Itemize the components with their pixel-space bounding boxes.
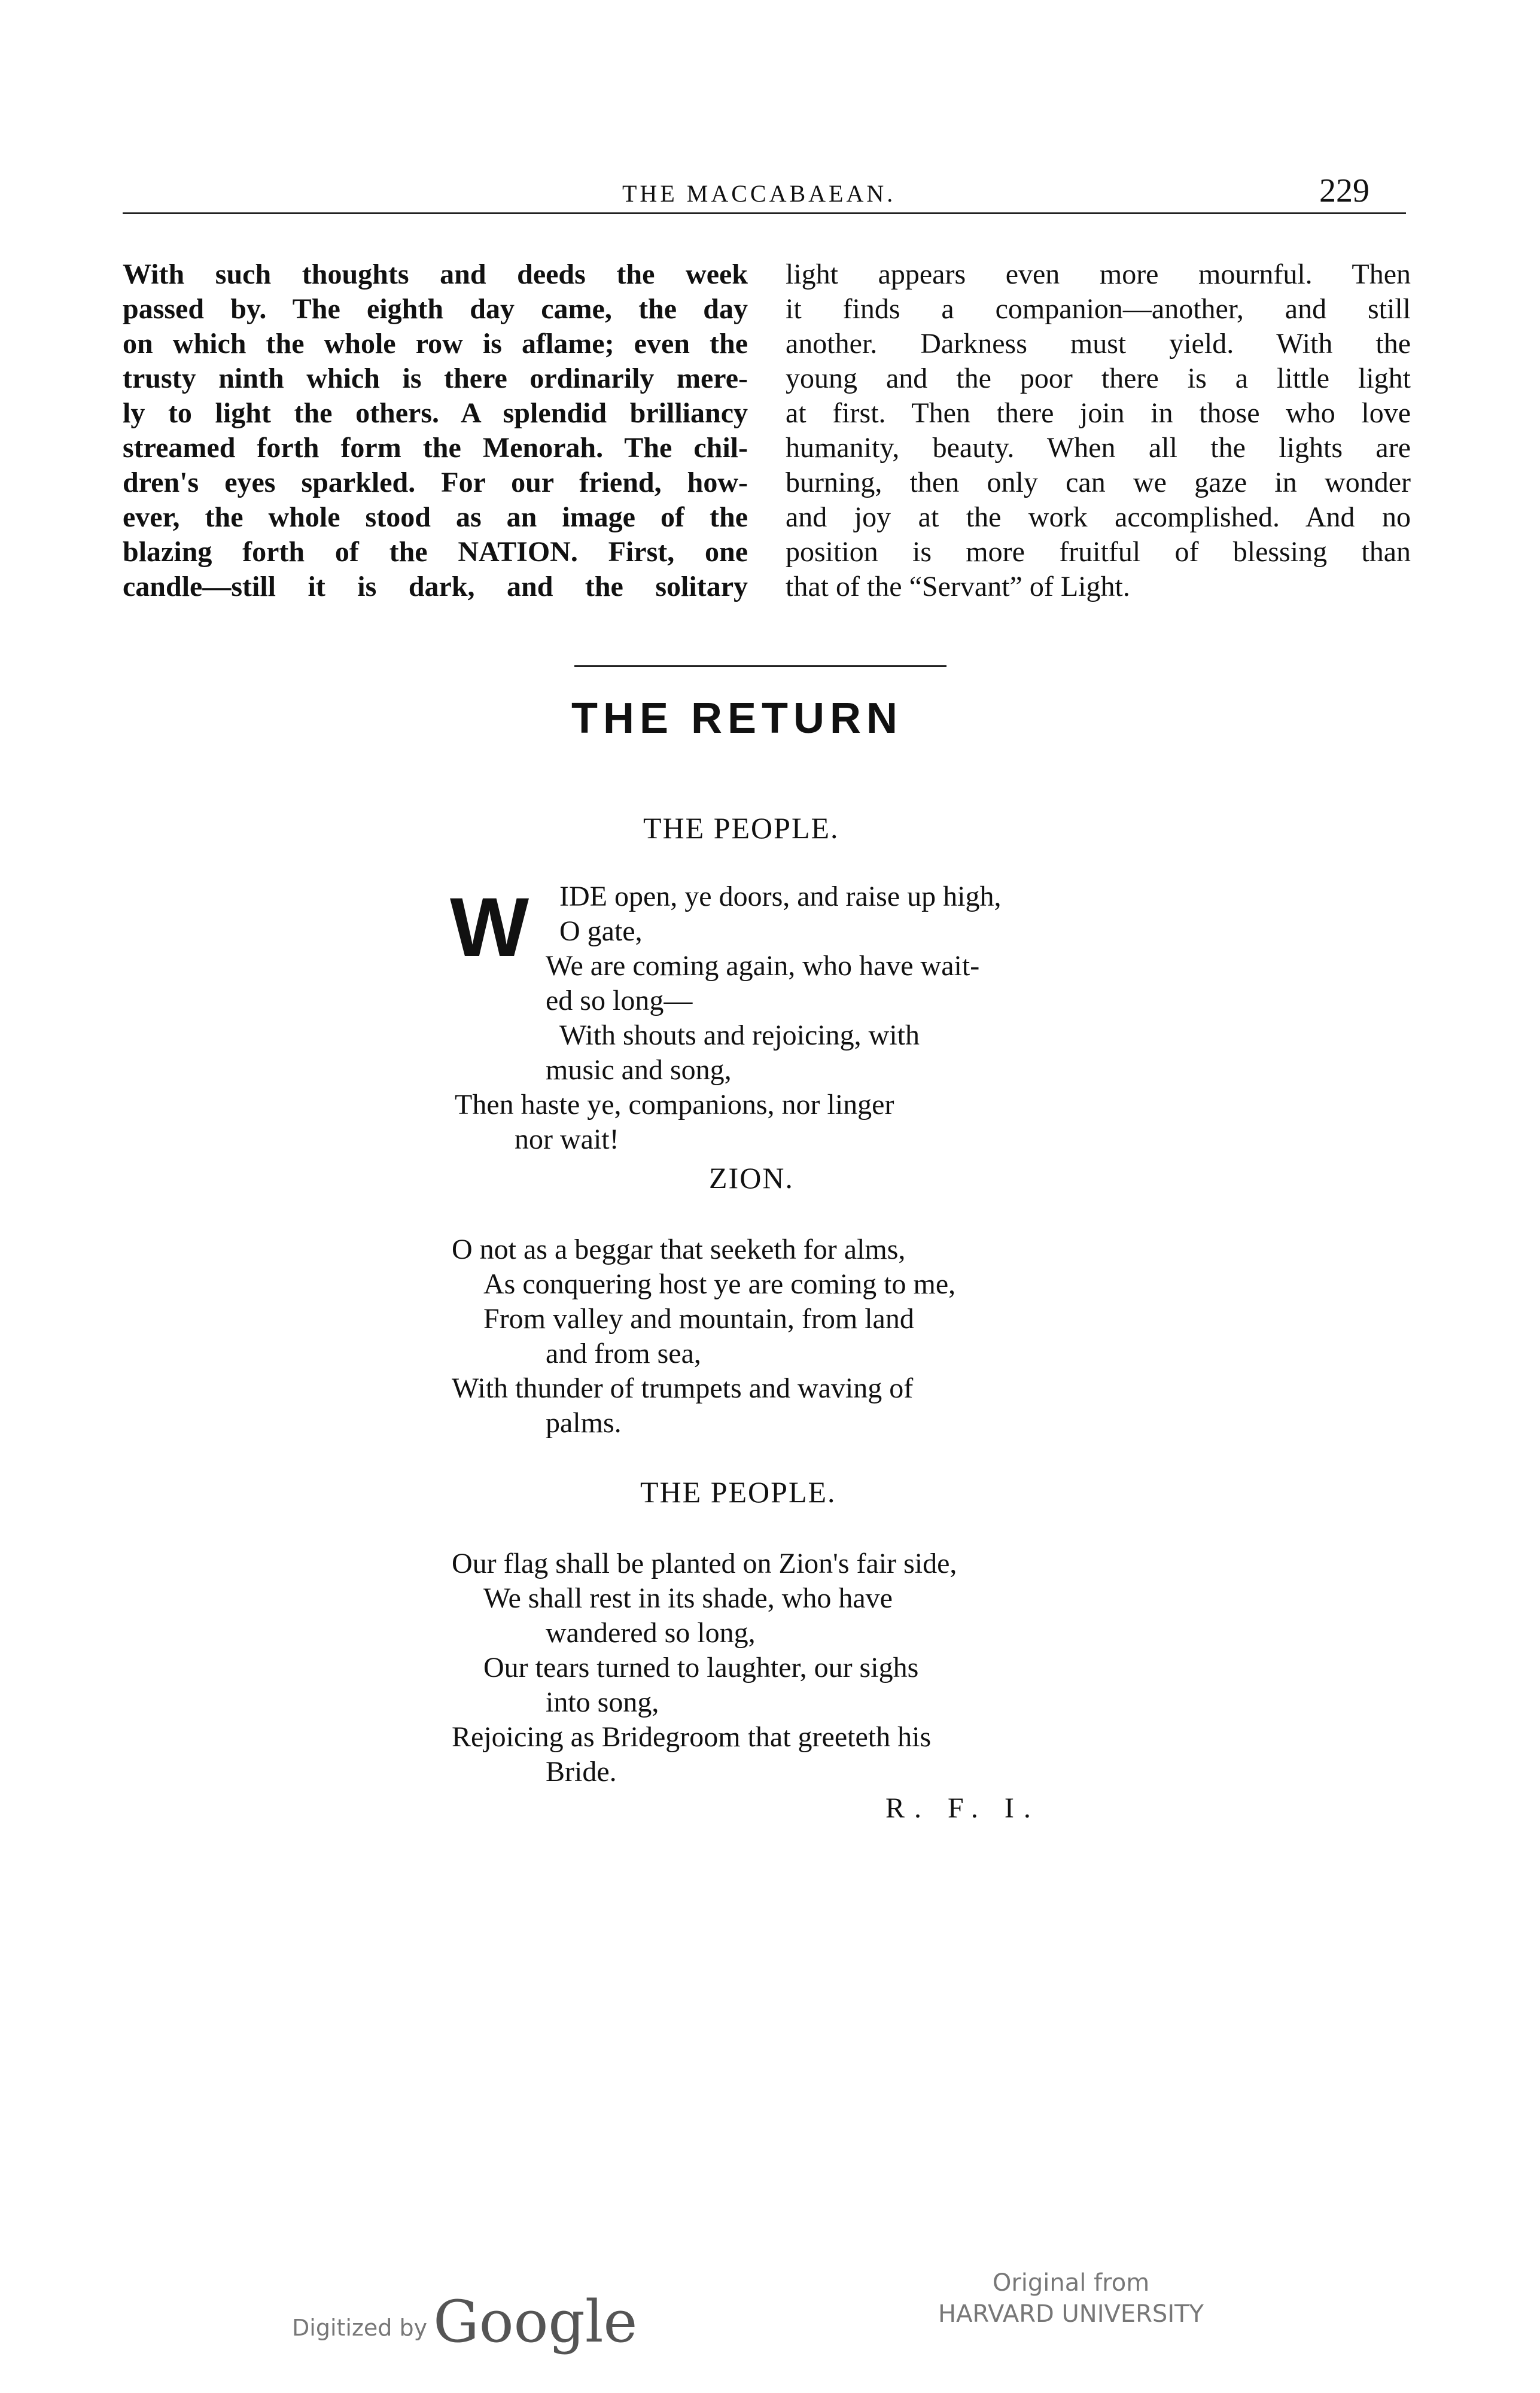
text-line: on which the whole row is aflame; even the — [123, 328, 748, 360]
drop-cap: W — [450, 880, 529, 974]
poem-line: O gate, — [559, 915, 643, 947]
text-line: passed by. The eighth day came, the day — [123, 293, 748, 325]
text-line: that of the “Servant” of Light. — [786, 571, 1130, 602]
poem-line: into song, — [546, 1686, 659, 1718]
original-source-note — [921, 2267, 1221, 2330]
google-logo: Google — [433, 2288, 638, 2355]
poem-line: From valley and mountain, from land — [483, 1303, 914, 1335]
text-line: blazing forth of the NATION. First, one — [123, 536, 748, 568]
text-line: at first. Then there join in those who love — [786, 397, 1411, 429]
signature: R. F. I. — [885, 1792, 1040, 1824]
poem-line: Bride. — [546, 1756, 617, 1788]
text-line: streamed forth form the Menorah. The chil- — [123, 432, 748, 464]
text-line: ly to light the others. A splendid brilliancy — [123, 397, 748, 429]
speaker-heading: THE PEOPLE. — [643, 811, 839, 845]
poem-line: As conquering host ye are coming to me, — [483, 1268, 956, 1300]
article-left-column — [123, 257, 748, 604]
text-line: another. Darkness must yield. With the — [786, 328, 1411, 360]
poem-line: Our flag shall be planted on Zion's fair side, — [452, 1548, 957, 1579]
text-line: ever, the whole stood as an image of the — [123, 501, 748, 533]
title-rule — [574, 665, 946, 667]
poem-line: Our tears turned to laughter, our sighs — [483, 1652, 919, 1683]
poem-line: and from sea, — [546, 1338, 701, 1369]
poem-line: Rejoicing as Bridegroom that greeteth his — [452, 1721, 932, 1753]
poem-line: With thunder of trumpets and waving of — [452, 1372, 914, 1404]
poem-line: music and song, — [546, 1054, 732, 1086]
text-line: candle—still it is dark, and the solitary — [123, 571, 748, 602]
text-line: dren's eyes sparkled. For our friend, how- — [123, 467, 748, 498]
poem-line: wandered so long, — [546, 1617, 756, 1649]
poem-title: THE RETURN — [571, 695, 903, 742]
text-line: position is more fruitful of blessing than — [786, 536, 1411, 568]
text-line: With such thoughts and deeds the week — [123, 258, 748, 290]
page-number: 229 — [1319, 172, 1369, 209]
poem-line: Then haste ye, companions, nor linger — [455, 1089, 894, 1121]
library-name: HARVARD UNIVERSITY — [938, 2300, 1204, 2328]
poem-line: ed so long— — [546, 985, 693, 1016]
digitized-by-watermark — [292, 2288, 637, 2355]
original-from-label: Original from — [992, 2269, 1150, 2297]
poem-line: palms. — [546, 1407, 622, 1439]
poem-line: We shall rest in its shade, who have — [483, 1582, 893, 1614]
speaker-heading: ZION. — [709, 1161, 794, 1195]
text-line: burning, then only can we gaze in wonder — [786, 467, 1411, 498]
poem-line: IDE open, ye doors, and raise up high, — [559, 881, 1002, 912]
poem-line: With shouts and rejoicing, with — [559, 1019, 920, 1051]
text-line: humanity, beauty. When all the lights are — [786, 432, 1411, 464]
text-line: trusty ninth which is there ordinarily mere- — [123, 363, 748, 394]
text-line: it finds a companion—another, and still — [786, 293, 1411, 325]
text-line: young and the poor there is a little light — [786, 363, 1411, 394]
article-right-column — [786, 257, 1411, 604]
running-header: THE MACCABAEAN. — [622, 180, 896, 207]
digitized-label: Digitized by — [292, 2315, 428, 2341]
poem-line: nor wait! — [515, 1124, 619, 1155]
text-line: and joy at the work accomplished. And no — [786, 501, 1411, 533]
text-line: light appears even more mournful. Then — [786, 258, 1411, 290]
poem-line: O not as a beggar that seeketh for alms, — [452, 1234, 906, 1265]
header-rule — [123, 212, 1406, 214]
speaker-heading: THE PEOPLE. — [640, 1475, 836, 1509]
poem-line: We are coming again, who have wait- — [546, 950, 980, 982]
